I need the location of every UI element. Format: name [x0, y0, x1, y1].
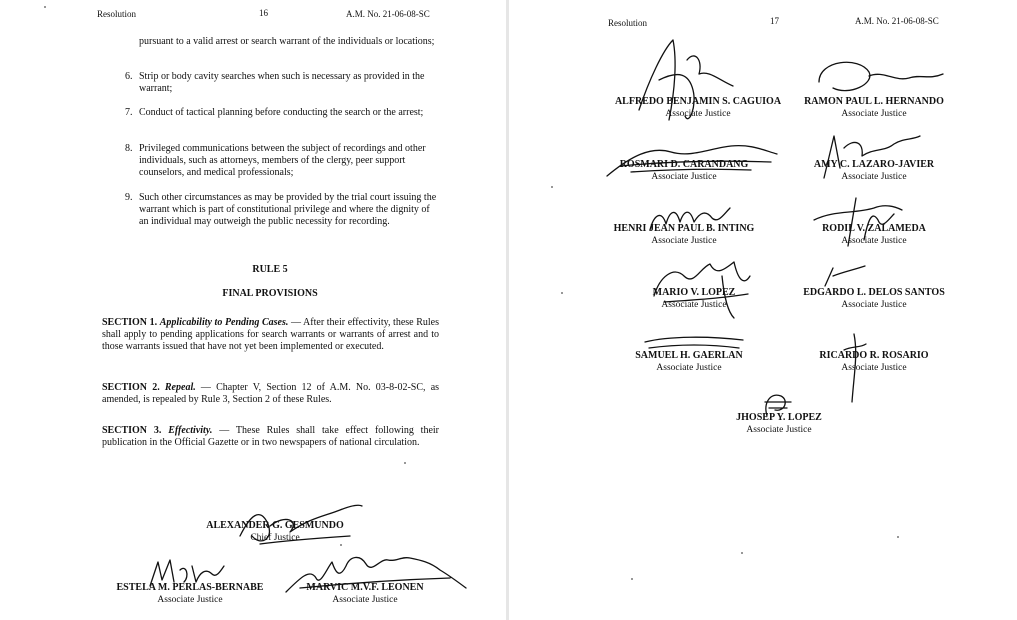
list-item: 6. Strip or body cavity searches when such is necessary as provided in the warrant;: [125, 71, 425, 94]
list-item: 7. Conduct of tactical planning before conducting the search or the arrest;: [125, 107, 424, 118]
signature-hernando: [809, 52, 949, 102]
header-left: Resolution: [608, 18, 648, 28]
rule-subheading: FINAL PROVISIONS: [222, 288, 318, 299]
signatory: MARVIC M.V.F. LEONEN Associate Justice: [306, 582, 424, 605]
signatory: ROSMARI D. CARANDANG Associate Justice: [619, 159, 749, 182]
header-right: A.M. No. 21-06-08-SC: [346, 9, 430, 19]
rule-heading: RULE 5: [252, 264, 288, 275]
scan-speck: [631, 578, 633, 580]
page-number: 16: [259, 8, 268, 18]
signatory: AMY C. LAZARO-JAVIER Associate Justice: [813, 159, 935, 182]
list-item: 9. Such other circumstances as may be provided by the trial court issuing the warrant which is part of constitutional privilege and where the dignity of an individual may outweigh the public necessity for recording.: [125, 192, 437, 227]
section-3: SECTION 3. Effectivity. — These Rules shall take effect following their publication in the Official Gazette or in two newspapers of national circulation.: [102, 425, 440, 448]
scan-speck: [44, 6, 46, 8]
signatory: ALEXANDER G. GESMUNDO Chief Justice: [206, 520, 344, 543]
signatory: ALFREDO BENJAMIN S. CAGUIOA Associate Justice: [614, 96, 782, 119]
signatory: RAMON PAUL L. HERNANDO Associate Justice: [804, 96, 944, 119]
scan-speck: [551, 186, 553, 188]
scan-speck: [741, 552, 743, 554]
signatory: SAMUEL H. GAERLAN Associate Justice: [635, 350, 743, 373]
list-item: 8. Privileged communications between the subject of recordings and other individuals, such as attorneys, members of the clergy, peer support counselors, and medical professionals;: [125, 143, 426, 178]
section-2: SECTION 2. Repeal. — Chapter V, Section 12 of A.M. No. 03-8-02-SC, as amended, is repealed by Rule 3, Section 2 of these Rules.: [102, 382, 440, 405]
section-1: SECTION 1. Applicability to Pending Cases. — After their effectivity, these Rules shall apply to pending applications for search warrants or warrants of arrest and to those warrants issued that have not yet been implemented or executed.: [102, 317, 439, 352]
page-17: [509, 0, 1017, 620]
page-number: 17: [770, 16, 779, 26]
scan-speck: [404, 462, 406, 464]
signatory: ESTELA M. PERLAS-BERNABE Associate Justice: [116, 582, 264, 605]
signatory: JHOSEP Y. LOPEZ Associate Justice: [736, 412, 822, 435]
signatory: EDGARDO L. DELOS SANTOS Associate Justice: [803, 287, 945, 310]
signatory: HENRI JEAN PAUL B. INTING Associate Justice: [613, 223, 755, 246]
continuation-text: pursuant to a valid arrest or search warrant of the individuals or locations;: [139, 36, 435, 47]
header-left: Resolution: [97, 9, 137, 19]
signatory: RICARDO R. ROSARIO Associate Justice: [819, 350, 929, 373]
scan-speck: [561, 292, 563, 294]
scan-speck: [897, 536, 899, 538]
header-right: A.M. No. 21-06-08-SC: [855, 16, 939, 26]
page-16: [0, 0, 506, 620]
scan-speck: [340, 544, 342, 546]
signatory: RODIL V. ZALAMEDA Associate Justice: [822, 223, 926, 246]
signatory: MARIO V. LOPEZ Associate Justice: [652, 287, 736, 310]
